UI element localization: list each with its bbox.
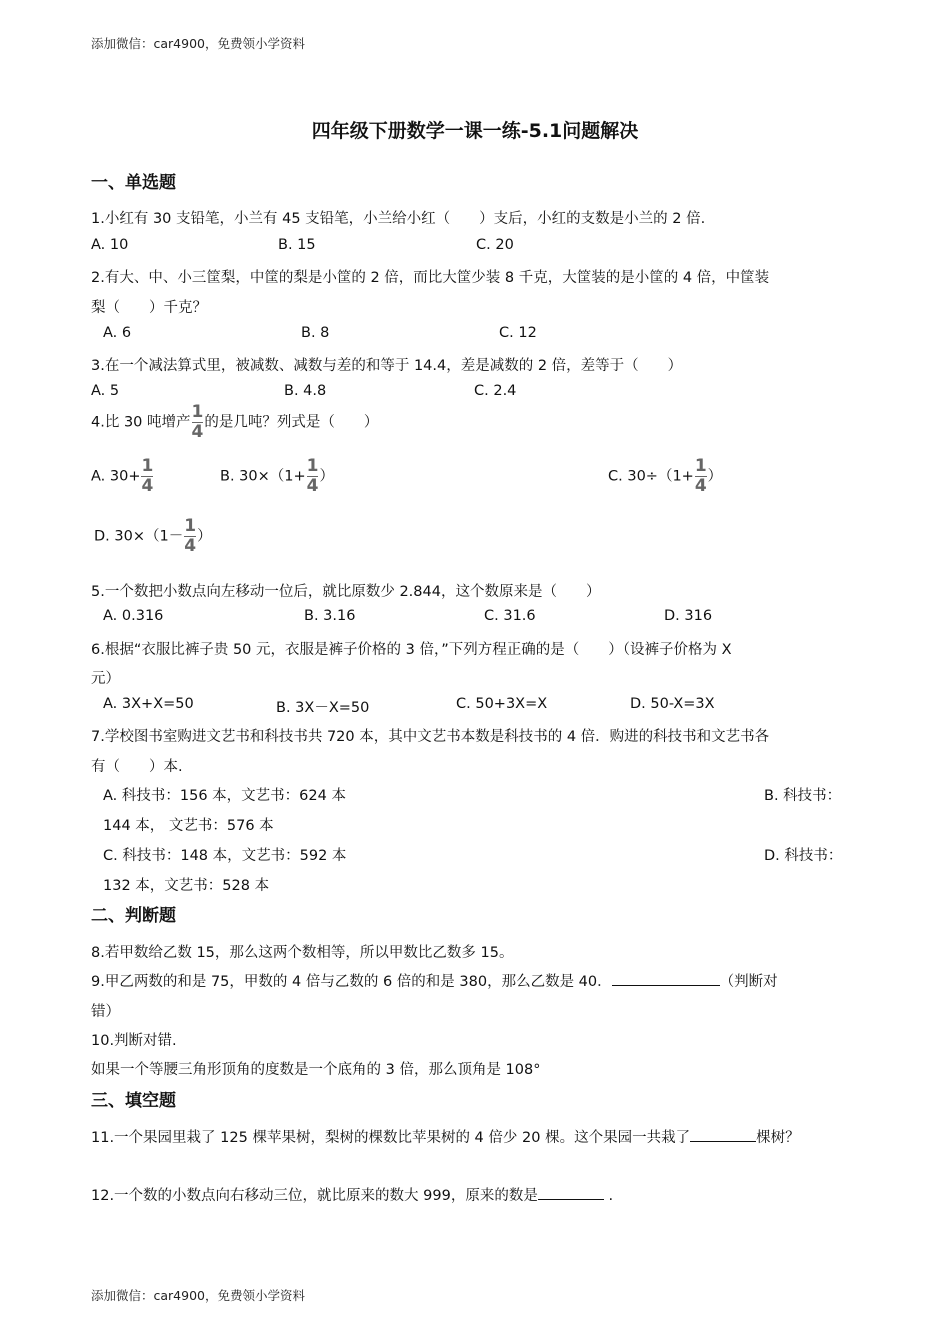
question-2-line-2: 梨（ ）千克？ bbox=[91, 300, 207, 316]
question-8: 8.若甲数给乙数 15，那么这两个数相等，所以甲数比乙数多 15。 bbox=[91, 945, 514, 961]
question-10-line-1: 10.判断对错. bbox=[91, 1033, 177, 1049]
section-heading-true-false: 二、判断题 bbox=[91, 906, 176, 926]
q3-option-b: B. 4.8 bbox=[284, 383, 327, 399]
q7-option-b-head: B. 科技书： bbox=[764, 788, 842, 804]
q7-option-c: C. 科技书：148 本，文艺书：592 本 bbox=[103, 848, 347, 864]
q9-answer-blank[interactable] bbox=[612, 971, 720, 986]
q1-option-a: A. 10 bbox=[91, 237, 129, 253]
q4-option-c: C. 30÷（1+ $\frac{1}{4}$ ） bbox=[608, 456, 723, 496]
q6-option-c: C. 50+3X=X bbox=[456, 696, 548, 712]
q5-option-c: C. 31.6 bbox=[484, 608, 536, 624]
question-1: 1.小红有 30 支铅笔，小兰有 45 支铅笔，小兰给小红（ ）支后，小红的支数是小兰的 2 倍. bbox=[91, 211, 706, 227]
q3-option-a: A. 5 bbox=[91, 383, 120, 399]
page-title: 四年级下册数学一课一练-5.1问题解决 bbox=[311, 120, 639, 142]
q2-option-c: C. 12 bbox=[499, 325, 537, 341]
q5-option-b: B. 3.16 bbox=[304, 608, 356, 624]
q6-option-a: A. 3X+X=50 bbox=[103, 696, 194, 712]
header-text: 添加微信：car4900，免费领小学资料 bbox=[91, 36, 305, 51]
q6-option-b: B. 3X－X=50 bbox=[276, 700, 370, 716]
question-4 bbox=[91, 404, 378, 441]
q12-answer-blank[interactable] bbox=[538, 1185, 604, 1200]
q5-option-d: D. 316 bbox=[664, 608, 713, 624]
q5-option-a: A. 0.316 bbox=[103, 608, 164, 624]
question-7-line-2: 有（ ）本. bbox=[91, 759, 183, 775]
q1-option-c: C. 20 bbox=[476, 237, 514, 253]
q4-option-d: D. 30×（1－ $\frac{1}{4}$ ） bbox=[94, 516, 212, 556]
question-6-line-1: 6.根据“衣服比裤子贵 50 元，衣服是裤子价格的 3 倍，”下列方程正确的是（ ）（设裤子价格为 X bbox=[91, 642, 732, 658]
section-heading-fill-blank: 三、填空题 bbox=[91, 1091, 176, 1111]
q4-option-a: A. 30+ $\frac{1}{4}$ bbox=[91, 456, 154, 496]
q4-prefix: 4.比 30 吨增产 bbox=[91, 414, 191, 431]
q3-option-c: C. 2.4 bbox=[474, 383, 517, 399]
question-12: 12.一个数的小数点向右移动三位，就比原来的数大 999，原来的数是 . bbox=[91, 1184, 613, 1205]
q6-option-d: D. 50-X=3X bbox=[630, 696, 715, 712]
q4-fraction: $\frac{1}{4}$ bbox=[191, 402, 204, 442]
q7-option-a: A. 科技书：156 本，文艺书：624 本 bbox=[103, 788, 346, 804]
q7-option-d-tail: 132 本，文艺书：528 本 bbox=[103, 878, 270, 894]
q2-option-b: B. 8 bbox=[301, 325, 330, 341]
question-9-line-2: 错） bbox=[91, 1004, 120, 1020]
footer-text: 添加微信：car4900，免费领小学资料 bbox=[91, 1288, 305, 1303]
q11-answer-blank[interactable] bbox=[690, 1127, 756, 1142]
question-2-line-1: 2.有大、中、小三筐梨，中筐的梨是小筐的 2 倍，而比大筐少装 8 千克，大筐装的是小筐的 4 倍，中筐装 bbox=[91, 270, 770, 286]
q4-suffix: 的是几吨？列式是（ ） bbox=[204, 414, 379, 431]
q1-option-b: B. 15 bbox=[278, 237, 316, 253]
question-6-line-2: 元） bbox=[91, 671, 120, 687]
q4-option-b: B. 30×（1+ $\frac{1}{4}$ ） bbox=[220, 456, 334, 496]
question-5: 5.一个数把小数点向左移动一位后，就比原数少 2.844，这个数原来是（ ） bbox=[91, 584, 601, 600]
section-heading-single-choice: 一、单选题 bbox=[91, 173, 176, 193]
question-7-line-1: 7.学校图书室购进文艺书和科技书共 720 本，其中文艺书本数是科技书的 4 倍．购进的科技书和文艺书各 bbox=[91, 729, 770, 745]
question-9-line-1: 9.甲乙两数的和是 75，甲数的 4 倍与乙数的 6 倍的和是 380，那么乙数是 40． （判断对 bbox=[91, 970, 778, 991]
question-11: 11.一个果园里栽了 125 棵苹果树，梨树的棵数比苹果树的 4 倍少 20 棵。这个果园一共栽了 棵树？ bbox=[91, 1126, 800, 1147]
question-3: 3.在一个减法算式里，被减数、减数与差的和等于 14.4，差是减数的 2 倍，差等于（ ） bbox=[91, 358, 683, 374]
question-10-line-2: 如果一个等腰三角形顶角的度数是一个底角的 3 倍，那么顶角是 108° bbox=[91, 1062, 541, 1078]
q7-option-b-tail: 144 本， 文艺书：576 本 bbox=[103, 818, 274, 834]
q7-option-d-head: D. 科技书： bbox=[764, 848, 843, 864]
q2-option-a: A. 6 bbox=[103, 325, 132, 341]
